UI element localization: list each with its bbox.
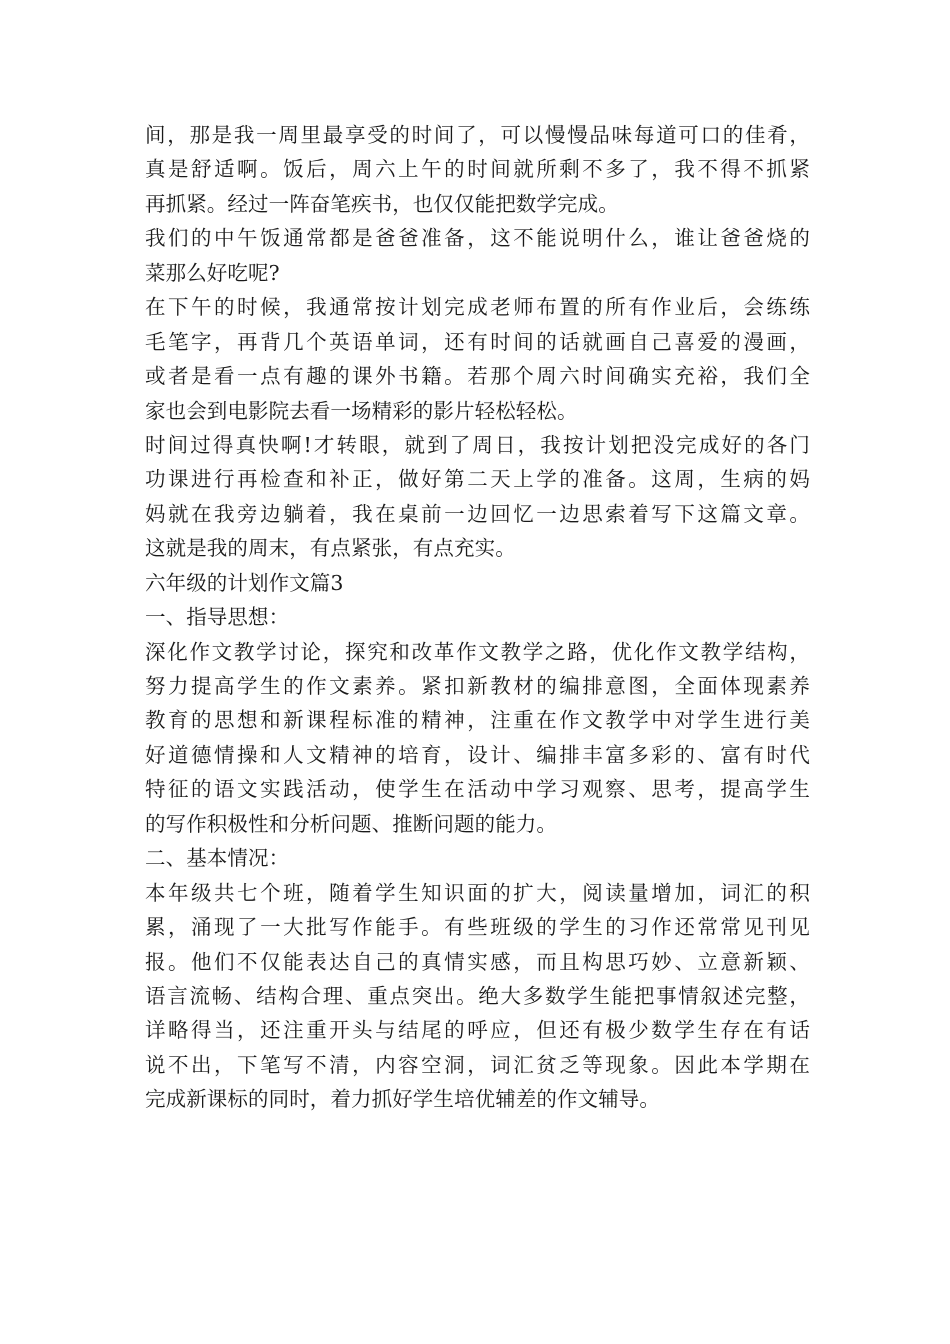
text-line: 时间过得真快啊!才转眼，就到了周日，我按计划把没完成好的各门 [145, 432, 810, 457]
text-line: 功课进行再检查和补正，做好第二天上学的准备。这周，生病的妈 [145, 467, 810, 492]
text-line: 深化作文教学讨论，探究和改革作文教学之路，优化作文教学结构， [145, 639, 810, 664]
text-line: 在下午的时候，我通常按计划完成老师布置的所有作业后，会练练 [145, 295, 810, 320]
text-line: 或者是看一点有趣的课外书籍。若那个周六时间确实充裕，我们全 [145, 364, 810, 389]
text-line: 再抓紧。经过一阵奋笔疾书，也仅仅能把数学完成。 [145, 191, 619, 216]
text-line: 教育的思想和新课程标准的精神，注重在作文教学中对学生进行美 [145, 708, 810, 733]
text-line: 家也会到电影院去看一场精彩的影片轻松轻松。 [145, 398, 578, 423]
text-line: 详略得当，还注重开头与结尾的呼应，但还有极少数学生存在有话 [145, 1018, 810, 1043]
text-line: 说不出，下笔写不清，内容空洞，词汇贫乏等现象。因此本学期在 [145, 1052, 810, 1077]
text-line: 菜那么好吃呢? [145, 260, 280, 285]
text-line: 妈就在我旁边躺着，我在桌前一边回忆一边思索着写下这篇文章。 [145, 501, 810, 526]
text-line: 语言流畅、结构合理、重点突出。绝大多数学生能把事情叙述完整， [145, 983, 810, 1008]
text-line: 报。他们不仅能表达自己的真情实感，而且构思巧妙、立意新颖、 [145, 949, 810, 974]
text-line: 一、指导思想： [145, 605, 290, 630]
text-line: 六年级的计划作文篇3 [145, 570, 344, 595]
text-line: 努力提高学生的作文素养。紧扣新教材的编排意图，全面体现素养 [145, 674, 810, 698]
text-line: 特征的语文实践活动，使学生在活动中学习观察、思考，提高学生 [145, 777, 810, 802]
text-line: 的写作积极性和分析问题、推断问题的能力。 [145, 811, 557, 836]
document-body [145, 118, 810, 1117]
text-line: 二、基本情况： [145, 846, 290, 871]
text-line: 好道德情操和人文精神的培育，设计、编排丰富多彩的、富有时代 [145, 742, 810, 767]
text-line: 累，涌现了一大批写作能手。有些班级的学生的习作还常常见刊见 [145, 915, 810, 940]
text-line: 毛笔字，再背几个英语单词，还有时间的话就画自己喜爱的漫画， [145, 329, 810, 354]
text-line: 真是舒适啊。饭后，周六上午的时间就所剩不多了，我不得不抓紧 [145, 157, 810, 182]
text-line: 这就是我的周末，有点紧张，有点充实。 [145, 536, 516, 561]
text-line: 我们的中午饭通常都是爸爸准备，这不能说明什么，谁让爸爸烧的 [145, 226, 810, 251]
text-line: 本年级共七个班，随着学生知识面的扩大，阅读量增加，词汇的积 [145, 880, 810, 905]
text-line: 完成新课标的同时，着力抓好学生培优辅差的作文辅导。 [145, 1087, 660, 1112]
text-line: 间，那是我一周里最享受的时间了，可以慢慢品味每道可口的佳肴， [145, 123, 810, 147]
